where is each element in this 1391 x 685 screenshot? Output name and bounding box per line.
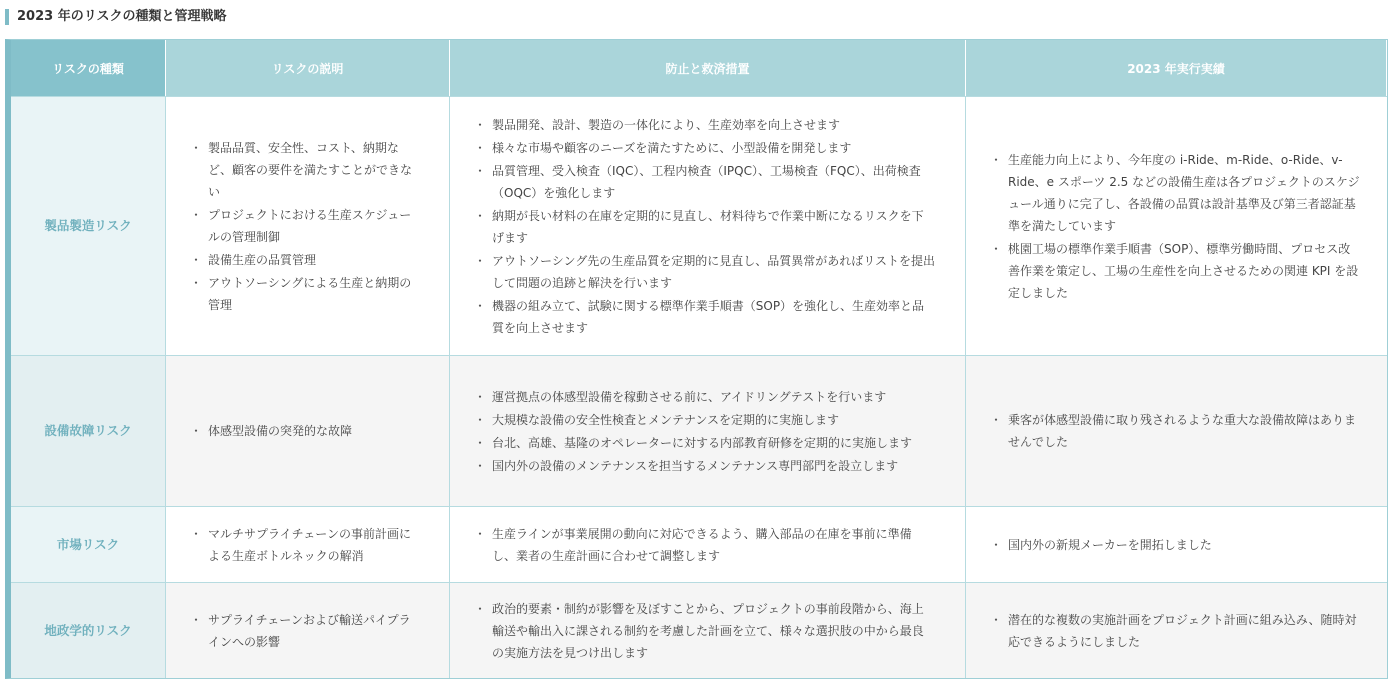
section-title: 2023 年のリスクの種類と管理戦略: [5, 9, 226, 25]
list-item: ・ サプライチェーンおよび輸送パイプラインへの影響: [194, 609, 413, 653]
description-cell: [166, 582, 450, 678]
list-item: ・ 潜在的な複数の実施計画をプロジェクト計画に組み込み、随時対応できるようにしました: [994, 609, 1361, 653]
list-item: ・ 製品開発、設計、製造の一体化により、生産効率を向上させます: [478, 114, 935, 136]
list-item: ・ 大規模な設備の安全性検査とメンテナンスを定期的に実施します: [478, 409, 912, 431]
list-item: ・ 様々な市場や顧客のニーズを満たすために、小型設備を開発します: [478, 137, 935, 159]
list-item: ・ 国内外の新規メーカーを開拓しました: [994, 534, 1212, 556]
list-item: ・ 国内外の設備のメンテナンスを担当するメンテナンス専門部門を設立します: [478, 455, 912, 477]
description-cell: [166, 506, 450, 582]
results-cell: [966, 355, 1387, 506]
list-item: ・ 品質管理、受入検査（IQC）、工程内検査（IPQC）、工場検査（FQC）、出荷検査（OQC）を強化します: [478, 160, 935, 204]
measures-cell: [450, 582, 966, 678]
list-item: ・ 生産ラインが事業展開の動向に対応できるよう、購入部品の在庫を事前に準備し、業者の生産計画に合わせて調整します: [478, 523, 935, 567]
results-cell: [966, 506, 1387, 582]
header-measures: 防止と救済措置: [450, 40, 966, 96]
list-item: ・ 体感型設備の突発的な故障: [194, 420, 352, 442]
measures-cell: [450, 96, 966, 355]
list-item: ・ 乗客が体感型設備に取り残されるような重大な設備故障はありませんでした: [994, 409, 1361, 453]
list-item: ・ 政治的要素・制約が影響を及ぼすことから、プロジェクトの事前段階から、海上輸送や輸出入に課される制約を考慮した計画を立て、様々な選択肢の中から最良の実施方法を見つけ出します: [478, 598, 935, 664]
list-item: ・ アウトソーシング先の生産品質を定期的に見直し、品質異常があればリストを提出して問題の追跡と解決を行います: [478, 250, 935, 294]
results-cell: [966, 96, 1387, 355]
list-item: ・ プロジェクトにおける生産スケジュールの管理制御: [194, 204, 413, 248]
list-item: ・ 桃園工場の標準作業手順書（SOP）、標準労働時間、プロセス改善作業を策定し、工場の生産性を向上させるための関連 KPI を設定しました: [994, 238, 1361, 304]
list-item: ・ 設備生産の品質管理: [194, 249, 413, 271]
risk-type-cell: 設備故障リスク: [11, 355, 166, 506]
list-item: ・ 納期が長い材料の在庫を定期的に見直し、材料待ちで作業中断になるリスクを下げます: [478, 205, 935, 249]
risk-type-cell: 地政学的リスク: [11, 582, 166, 678]
header-results: 2023 年実行実績: [966, 40, 1387, 96]
results-cell: [966, 582, 1387, 678]
header-risk-type: リスクの種類: [11, 40, 166, 96]
list-item: ・ マルチサプライチェーンの事前計画による生産ボトルネックの解消: [194, 523, 413, 567]
list-item: ・ 機器の組み立て、試験に関する標準作業手順書（SOP）を強化し、生産効率と品質を向上させます: [478, 295, 935, 339]
list-item: ・ 製品品質、安全性、コスト、納期など、顧客の要件を満たすことができない: [194, 137, 413, 203]
list-item: ・ 運営拠点の体感型設備を稼動させる前に、アイドリングテストを行います: [478, 386, 912, 408]
list-item: ・ 台北、高雄、基隆のオペレーターに対する内部教育研修を定期的に実施します: [478, 432, 912, 454]
description-cell: [166, 355, 450, 506]
list-item: ・ アウトソーシングによる生産と納期の管理: [194, 272, 413, 316]
description-cell: [166, 96, 450, 355]
risk-table: [5, 39, 1388, 679]
header-risk-description: リスクの説明: [166, 40, 450, 96]
measures-cell: [450, 506, 966, 582]
risk-type-cell: 製品製造リスク: [11, 96, 166, 355]
risk-type-cell: 市場リスク: [11, 506, 166, 582]
list-item: ・ 生産能力向上により、今年度の i-Ride、m-Ride、o-Ride、v-Ride、e スポーツ 2.5 などの設備生産は各プロジェクトのスケジュール通りに完了し、各設備の品質は設計基準及び第三者認証基準を満たしています: [994, 149, 1361, 237]
measures-cell: [450, 355, 966, 506]
